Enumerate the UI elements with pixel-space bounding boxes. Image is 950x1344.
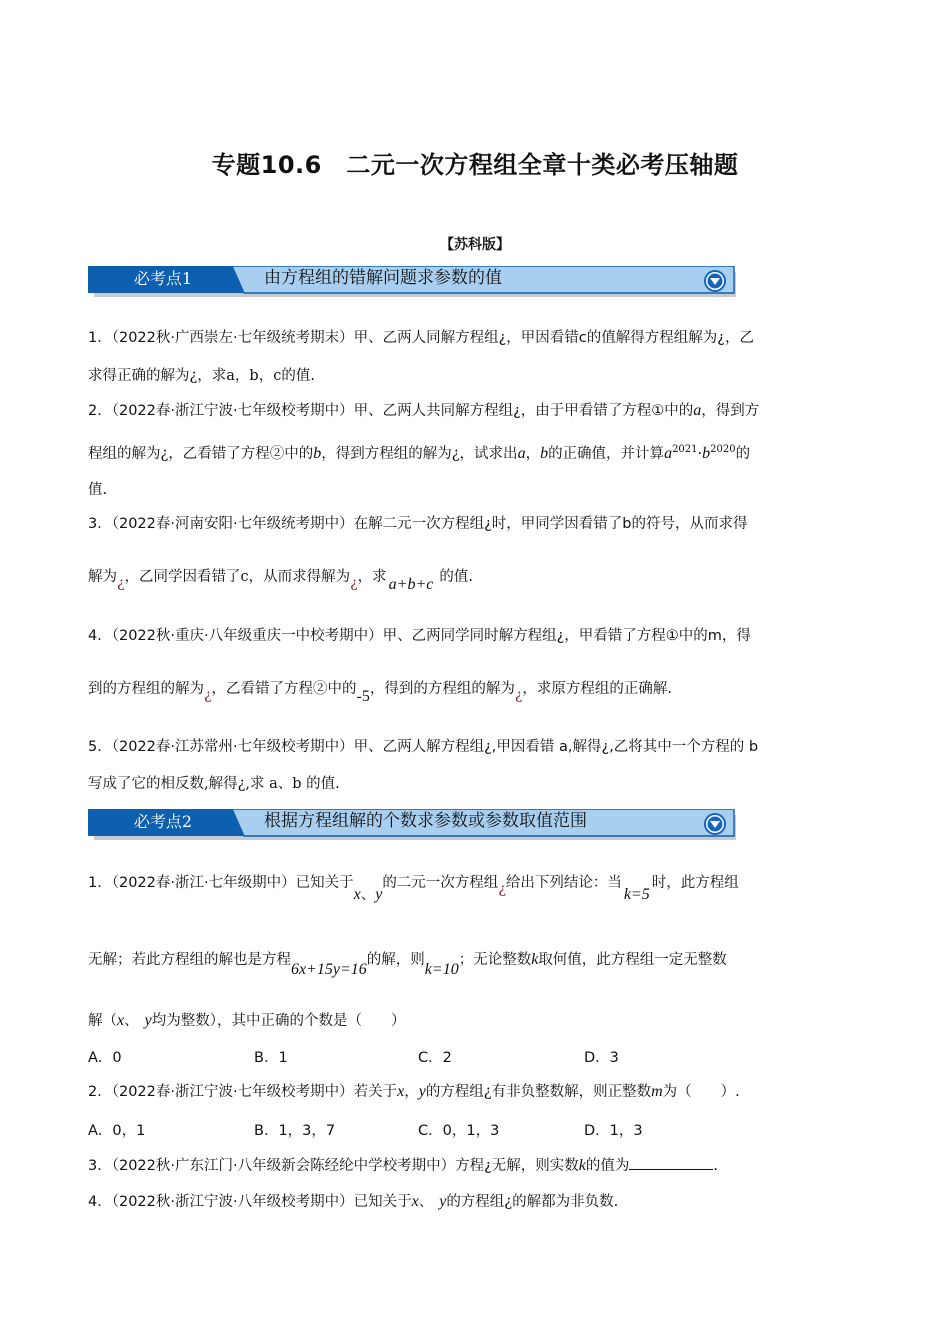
s1-q2-line2 xyxy=(88,440,750,464)
s1-q2-line3 xyxy=(88,480,107,500)
s1-q1-text1: 1．（2022秋·广西崇左·七年级统考期末）甲、乙两人同解方程组¿，甲因看错c的值解得方程组解为¿，乙 xyxy=(88,330,754,346)
var-x: x xyxy=(353,886,361,903)
s1-q4-text2b: ，乙看错了方程②中的 xyxy=(211,681,357,697)
s1-q3-text1: 3．（2022春·河南安阳·七年级统考期中）在解二元一次方程组¿时，甲同学因看错了b的符号，从而求得 xyxy=(88,516,748,532)
s1-q2-text1: 2．（2022春·浙江宁波·七年级校考期中）甲、乙两人共同解方程组¿，由于甲看错了方程①中的 xyxy=(88,403,694,419)
section-title: 根据方程组解的个数求参数或参数取值范围 xyxy=(264,811,587,831)
var-x: x xyxy=(117,1012,125,1029)
s2-q1-text1a: 1．（2022春·浙江·七年级期中）已知关于 xyxy=(88,875,354,891)
garbled-glyph: ¿ xyxy=(204,687,212,703)
s1-q2-text1b: ，得到方 xyxy=(701,403,760,419)
var-y: y xyxy=(375,886,383,903)
var-a: a xyxy=(517,444,526,462)
s1-q4-line2 xyxy=(88,679,672,705)
var-b: b xyxy=(702,444,711,462)
s1-q4-text2d: ，求原方程组的正确解. xyxy=(522,681,672,697)
var-y: y xyxy=(418,1083,426,1100)
s2-q3-text1b: 的值为 xyxy=(585,1158,630,1174)
s2-q1-text1b: 的二元一次方程组 xyxy=(382,875,499,891)
var-k: k xyxy=(578,1157,586,1174)
s1-q4-text2c: ，得到的方程组的解为 xyxy=(369,681,515,697)
s1-q2-text2e: 的 xyxy=(735,445,751,462)
s1-q5-line2 xyxy=(88,774,340,794)
option-d[interactable]: D．1，3 xyxy=(584,1123,643,1139)
s1-q4-text2a: 到的方程组的解为 xyxy=(88,681,204,697)
separator: 、 xyxy=(360,887,376,903)
s1-q3-text2c: ，求 xyxy=(357,569,387,585)
condition-k5: k=5 xyxy=(623,886,650,903)
answer-blank[interactable] xyxy=(629,1155,713,1170)
s2-q1-text2c: ；无论整数 xyxy=(458,952,532,968)
s2-q1-text2d: 取何值，此方程组一定无整数 xyxy=(538,952,727,968)
value-neg5: -5 xyxy=(356,688,370,705)
option-c[interactable]: C．0，1，3 xyxy=(418,1123,500,1139)
condition-k10: k=10 xyxy=(424,961,459,978)
s2-q3-text1a: 3．（2022秋·广东江门·八年级新会陈经纶中学校考期中）方程¿无解，则实数 xyxy=(88,1158,579,1174)
option-b[interactable]: B．1，3，7 xyxy=(254,1123,336,1139)
section-tag: 必考点2 xyxy=(133,812,193,831)
s1-q5-text1: 5．（2022春·江苏常州·七年级校考期中）甲、乙两人解方程组¿,甲因看错 a,解得¿,乙将其中一个方程的 b xyxy=(88,739,759,755)
chevron-down-icon[interactable] xyxy=(704,813,726,835)
s2-q2-text1c: 的方程组¿有非负整数解，则正整数 xyxy=(425,1084,652,1100)
option-b[interactable]: B．1 xyxy=(254,1050,288,1066)
s1-q2-text2a: 程组的解为¿，乙看错了方程②中的 xyxy=(88,445,314,462)
s1-q2-text3: 值. xyxy=(88,482,108,498)
option-a[interactable]: A．0，1 xyxy=(88,1123,146,1139)
s1-q3-text2b: ，乙同学因看错了c，从而求得解为 xyxy=(124,569,351,585)
s1-q1-line2 xyxy=(88,366,315,386)
s2-q2-comma: ， xyxy=(404,1084,419,1100)
separator: 、 xyxy=(124,1013,139,1029)
s1-q2-comma: ， xyxy=(525,445,541,462)
option-d[interactable]: D．3 xyxy=(584,1050,619,1066)
option-a[interactable]: A．0 xyxy=(88,1050,122,1066)
var-x: x xyxy=(397,1083,405,1100)
var-a: a xyxy=(664,444,673,462)
var-y: y xyxy=(439,1193,447,1210)
dot: · xyxy=(697,445,703,462)
var-x: x xyxy=(411,1193,419,1210)
s2-q4-line1 xyxy=(88,1192,618,1212)
s2-q2-text1a: 2．（2022春·浙江宁波·七年级校考期中）若关于 xyxy=(88,1084,398,1100)
exponent: 2021 xyxy=(672,444,698,455)
s2-q1-text1c: 给出下列结论：当 xyxy=(505,875,622,891)
s1-q1-line1 xyxy=(88,328,754,348)
s2-q1-text2a: 无解；若此方程组的解也是方程 xyxy=(88,952,291,968)
s1-q2-text2d: 的正确值，并计算 xyxy=(548,445,665,462)
s2-q2-line1 xyxy=(88,1082,740,1102)
s2-q3-line1 xyxy=(88,1155,718,1176)
s2-q3-period: . xyxy=(713,1158,719,1174)
s2-q1-text3a: 解（ xyxy=(88,1013,117,1029)
s1-q3-line2 xyxy=(88,567,473,593)
s2-q1-line1 xyxy=(88,873,739,903)
s1-q2-line1 xyxy=(88,401,759,421)
s2-q1-text3b: 均为整数），其中正确的个数是（ ） xyxy=(151,1013,406,1029)
page-title: 专题10.6 二元一次方程组全章十类必考压轴题 xyxy=(211,151,739,179)
exponent: 2020 xyxy=(710,444,736,455)
var-m: m xyxy=(651,1083,663,1100)
expression: a+b+c xyxy=(388,576,434,593)
s1-q3-text2d: 的值. xyxy=(439,569,473,585)
s2-q4-text1a: 4．（2022秋·浙江宁波·八年级校考期中）已知关于 xyxy=(88,1194,412,1210)
var-y: y xyxy=(144,1012,152,1029)
chevron-down-icon[interactable] xyxy=(704,270,726,292)
s1-q1-text2: 求得正确的解为¿，求a，b，c的值. xyxy=(88,368,315,384)
s2-q1-line3 xyxy=(88,1011,405,1031)
s2-q4-text1b: 的方程组¿的解都为非负数. xyxy=(446,1194,619,1210)
s1-q5-line1 xyxy=(88,737,758,757)
section-title: 由方程组的错解问题求参数的值 xyxy=(264,268,502,288)
s1-q4-line1 xyxy=(88,626,751,646)
s1-q2-text2b: ，得到方程组的解为¿，试求出 xyxy=(321,445,518,462)
var-a: a xyxy=(693,402,702,419)
s2-q1-line2 xyxy=(88,950,727,978)
garbled-glyph: ¿ xyxy=(498,881,506,897)
section-tag: 必考点1 xyxy=(133,269,193,288)
garbled-glyph: ¿ xyxy=(117,575,125,591)
garbled-glyph: ¿ xyxy=(350,575,358,591)
var-k: k xyxy=(531,951,539,968)
edition-label: 【苏科版】 xyxy=(440,237,510,253)
s1-q4-text1: 4．（2022秋·重庆·八年级重庆一中校考期中）甲、乙两同学同时解方程组¿，甲看错了方程①中的m，得 xyxy=(88,628,751,644)
var-b: b xyxy=(540,444,549,462)
s2-q1-text1d: 时，此方程组 xyxy=(651,875,739,891)
s2-q1-text2b: 的解，则 xyxy=(366,952,425,968)
s1-q3-text2a: 解为 xyxy=(88,569,117,585)
equation: 6x+15y=16 xyxy=(291,961,367,978)
section-banner-1 xyxy=(88,266,736,297)
option-c[interactable]: C．2 xyxy=(418,1050,452,1066)
garbled-glyph: ¿ xyxy=(514,687,523,703)
s1-q5-text2: 写成了它的相反数,解得¿,求 a、b 的值. xyxy=(88,776,340,792)
s1-q3-line1 xyxy=(88,514,748,534)
separator: 、 xyxy=(418,1194,434,1210)
s2-q2-text1d: 为（ ）. xyxy=(662,1084,740,1100)
section-banner-2 xyxy=(88,809,736,840)
var-b: b xyxy=(313,444,322,462)
